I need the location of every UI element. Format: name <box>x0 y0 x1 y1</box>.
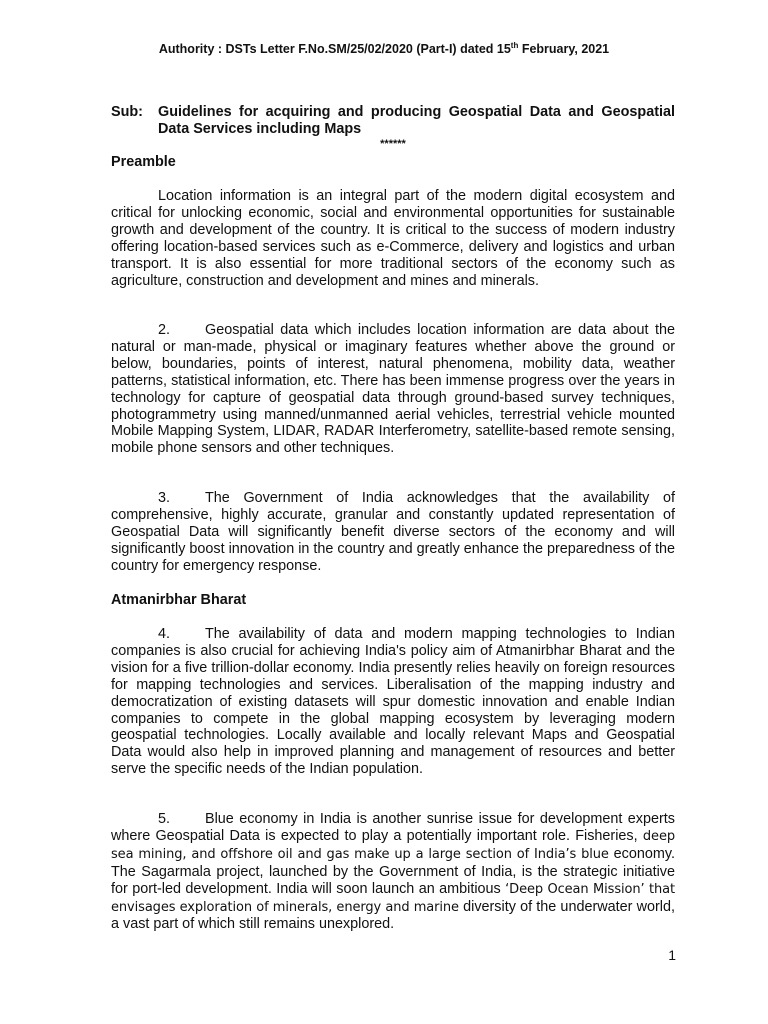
paragraph-3-number: 3. <box>158 490 171 506</box>
paragraph-5-number: 5. <box>158 811 171 827</box>
paragraph-2-number: 2. <box>158 322 171 338</box>
paragraph-5-text-1: Blue economy in India is another sunrise issue for development experts where Geospatial Data is expected to play a potentially important role. Fisheries, <box>111 811 675 844</box>
paragraph-4-number: 4. <box>158 626 171 642</box>
paragraph-2-text: Geospatial data which includes location information are data about the natural or man-made, physical or imaginary features whether above the ground or below, boundaries, points of interest, natural phenomena, mobility data, weather patterns, statistical information, etc. There has been immense progress over the years in technology for capture of geospatial data through ground-based survey techniques, photogrammetry using manned/unmanned aerial vehicles, terrestrial vehicle mounted Mobile Mapping System, LIDAR, RADAR Interferometry, satellite-based remote sensing, mobile phone sensors and other techniques. <box>111 322 675 457</box>
paragraph-4 <box>111 626 675 778</box>
preamble-heading: Preamble <box>111 154 176 170</box>
authority-prefix: Authority : DSTs Letter F.No.SM/25/02/2020 (Part-I) dated 15 <box>158 42 511 57</box>
subject-block <box>111 104 675 149</box>
paragraph-5-text-3: economy. The Sagarmala project, launched by the Government of India, is the strategic initiative for port-led development. India will soon launch an ambitious <box>111 845 675 897</box>
authority-suffix: February, 2021 <box>518 42 610 57</box>
preamble-paragraph-1: Location information is an integral part of the modern digital ecosystem and critical for unlocking economic, social and environmental opportunities for sustainable growth and development of the country. It is critical to the success of modern industry offering location-based services such as e-Commerce, delivery and logistics and urban transport. It is also essential for more traditional sectors of the economy such as agriculture, construction and development and mines and minerals. <box>111 188 675 289</box>
subject-text: Guidelines for acquiring and producing Geospatial Data and Geospatial Data Services including Maps <box>158 104 675 137</box>
subject-label: Sub: <box>111 104 143 120</box>
paragraph-4-text: The availability of data and modern mapping technologies to Indian companies is also crucial for achieving India's policy aim of Atmanirbhar Bharat and the vision for a five trillion-dollar economy. India presently relies heavily on foreign resources for mapping technologies and services. Liberalisation of the mapping industry and democratization of existing datasets will spur domestic innovation and enable Indian companies to compete in the global mapping ecosystem by leveraging modern geospatial technologies. Locally available and locally relevant Maps and Geospatial Data would also help in improved planning and management of resources and better serve the specific needs of the Indian population. <box>111 626 675 778</box>
paragraph-5 <box>111 811 675 933</box>
paragraph-5-text-2: deep sea mining, and offshore oil and gas make up a large section of India’s blue <box>111 828 675 862</box>
paragraph-2 <box>111 322 675 457</box>
paragraph-5-text-5: diversity of the underwater world, a vast part of which still remains unexplored. <box>111 898 675 933</box>
atmanirbhar-heading: Atmanirbhar Bharat <box>111 592 247 608</box>
authority-sup: th <box>510 41 519 50</box>
separator-stars: ****** <box>380 137 406 150</box>
authority-line <box>0 41 768 56</box>
page-number: 1 <box>668 947 676 963</box>
paragraph-3 <box>111 490 675 575</box>
paragraph-3-text: The Government of India acknowledges that the availability of comprehensive, highly accurate, granular and constantly updated representation of Geospatial Data will significantly benefit diverse sectors of the economy and will significantly boost innovation in the country and greatly enhance the preparedness of the country for emergency response. <box>111 490 676 574</box>
paragraph-5-text-4: ‘Deep Ocean Mission’ that envisages exploration of minerals, energy and marine <box>111 881 675 915</box>
